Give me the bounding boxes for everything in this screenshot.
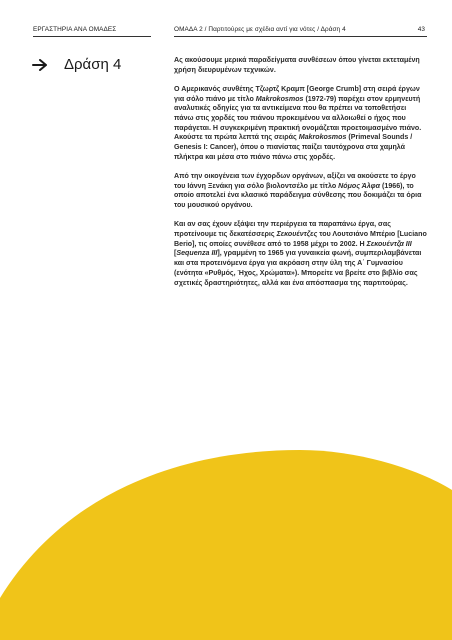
paragraph-crumb [174, 85, 427, 163]
work-title-nomos-alfa: Νόμος Άλφα [338, 181, 381, 190]
crumb-text-2: (1972-79) παρέχει στον ερμηνευτή αναλυτικές οδηγίες για τα αντικείμενα που θα πρέπει να τοποθετήσει πάνω στις χορδές του πιάνου προκειμένου να αλλοιωθεί ο ήχος που παράγεται. Η συγκεκριμένη πρακτική ονομάζεται προετοιμασμένο πιάνο. Ακούστε τα πρώτα λεπτά της σειράς [174, 94, 422, 142]
paragraph-intro [174, 56, 427, 75]
action-heading [64, 56, 121, 73]
berio-text-2: του Λουτσιάνο Μπέριο [Luciano Berio], τις οποίες συνέθεσε από το 1958 μέχρι το 2002. Η [174, 230, 427, 248]
main-content [174, 56, 427, 298]
crumb-text-3: (Primeval Sounds / Genesis I: Cancer), όπου ο πιανίστας παίζει ταυτόχρονα στα χαμηλά πλήκτρα και μέσα στο πιάνο πάνω στις χορδές. [174, 133, 413, 161]
xenakis-text-2: (1966), το οποίο αποτελεί ένα κλασικό παράδειγμα σύνθεσης που δοκιμάζει τα όρια του μουσικού οργάνου. [174, 181, 422, 210]
paragraph-xenakis [174, 172, 427, 211]
paragraph-berio [174, 220, 427, 288]
page-number: 43 [417, 26, 425, 33]
work-title-sequenza-iii-gr: Σεκουέντζα III [366, 239, 412, 248]
work-title-makrokosmos: Makrokosmos [255, 94, 304, 103]
header-breadcrumb: ΟΜΑΔΑ 2 / Παρτιτούρες με σχέδια αντί για νότες / Δράση 4 [174, 26, 346, 33]
xenakis-text-1: Από την οικογένεια των έγχορδων οργάνων, αξίζει να ακούσετε το έργο του Ιάννη Ξενάκη για σόλο βιολοντσέλο με τίτλο [174, 172, 416, 190]
berio-text-4: ], γραμμένη το 1965 για γυναικεία φωνή, συμπεριλαμβάνεται και στα προτεινόμενα έργα για ακρόαση στην ύλη της Α΄ Γυμνασίου (ενότητα «Ρυθμός, Ήχος, Χρώματα»). Μπορείτε να βρείτε στο βιβλίο σας σχετικές δραστηριότητες, αλλά και ένα απόσπασμα της παρτιτούρας. [174, 249, 422, 287]
right-arrow-icon [32, 59, 48, 71]
paragraph-intro-text: Ας ακούσουμε μερικά παραδείγματα συνθέσεων όπου γίνεται εκτεταμένη χρήση διευρυμένων τεχνικών. [174, 56, 420, 74]
work-title-sequenza-iii: Sequenza III [176, 249, 218, 258]
work-title-makrokosmos-2: Makrokosmos [298, 133, 347, 142]
yellow-arc [0, 450, 452, 640]
header-section-label: ΕΡΓΑΣΤΗΡΙΑ ΑΝΑ ΟΜΑΔΕΣ [33, 26, 117, 33]
header-rule-left [33, 36, 151, 37]
work-title-sequenze: Σεκουέντζες [276, 230, 318, 239]
action-title: Δράση 4 [64, 56, 122, 73]
crumb-text-1: Ο Αμερικανός συνθέτης Τζωρτζ Κραμπ [George Crumb] στη σειρά έργων για σόλο πιάνο με τίτλο [174, 84, 420, 103]
header-rule-right [174, 36, 427, 37]
berio-text-3: [ [174, 249, 177, 258]
page-header [0, 26, 452, 40]
berio-text-1: Και αν σας έχουν εξάψει την περιέργεια τα παραπάνω έργα, σας προτείνουμε τις δεκατέσσερις [174, 220, 391, 239]
